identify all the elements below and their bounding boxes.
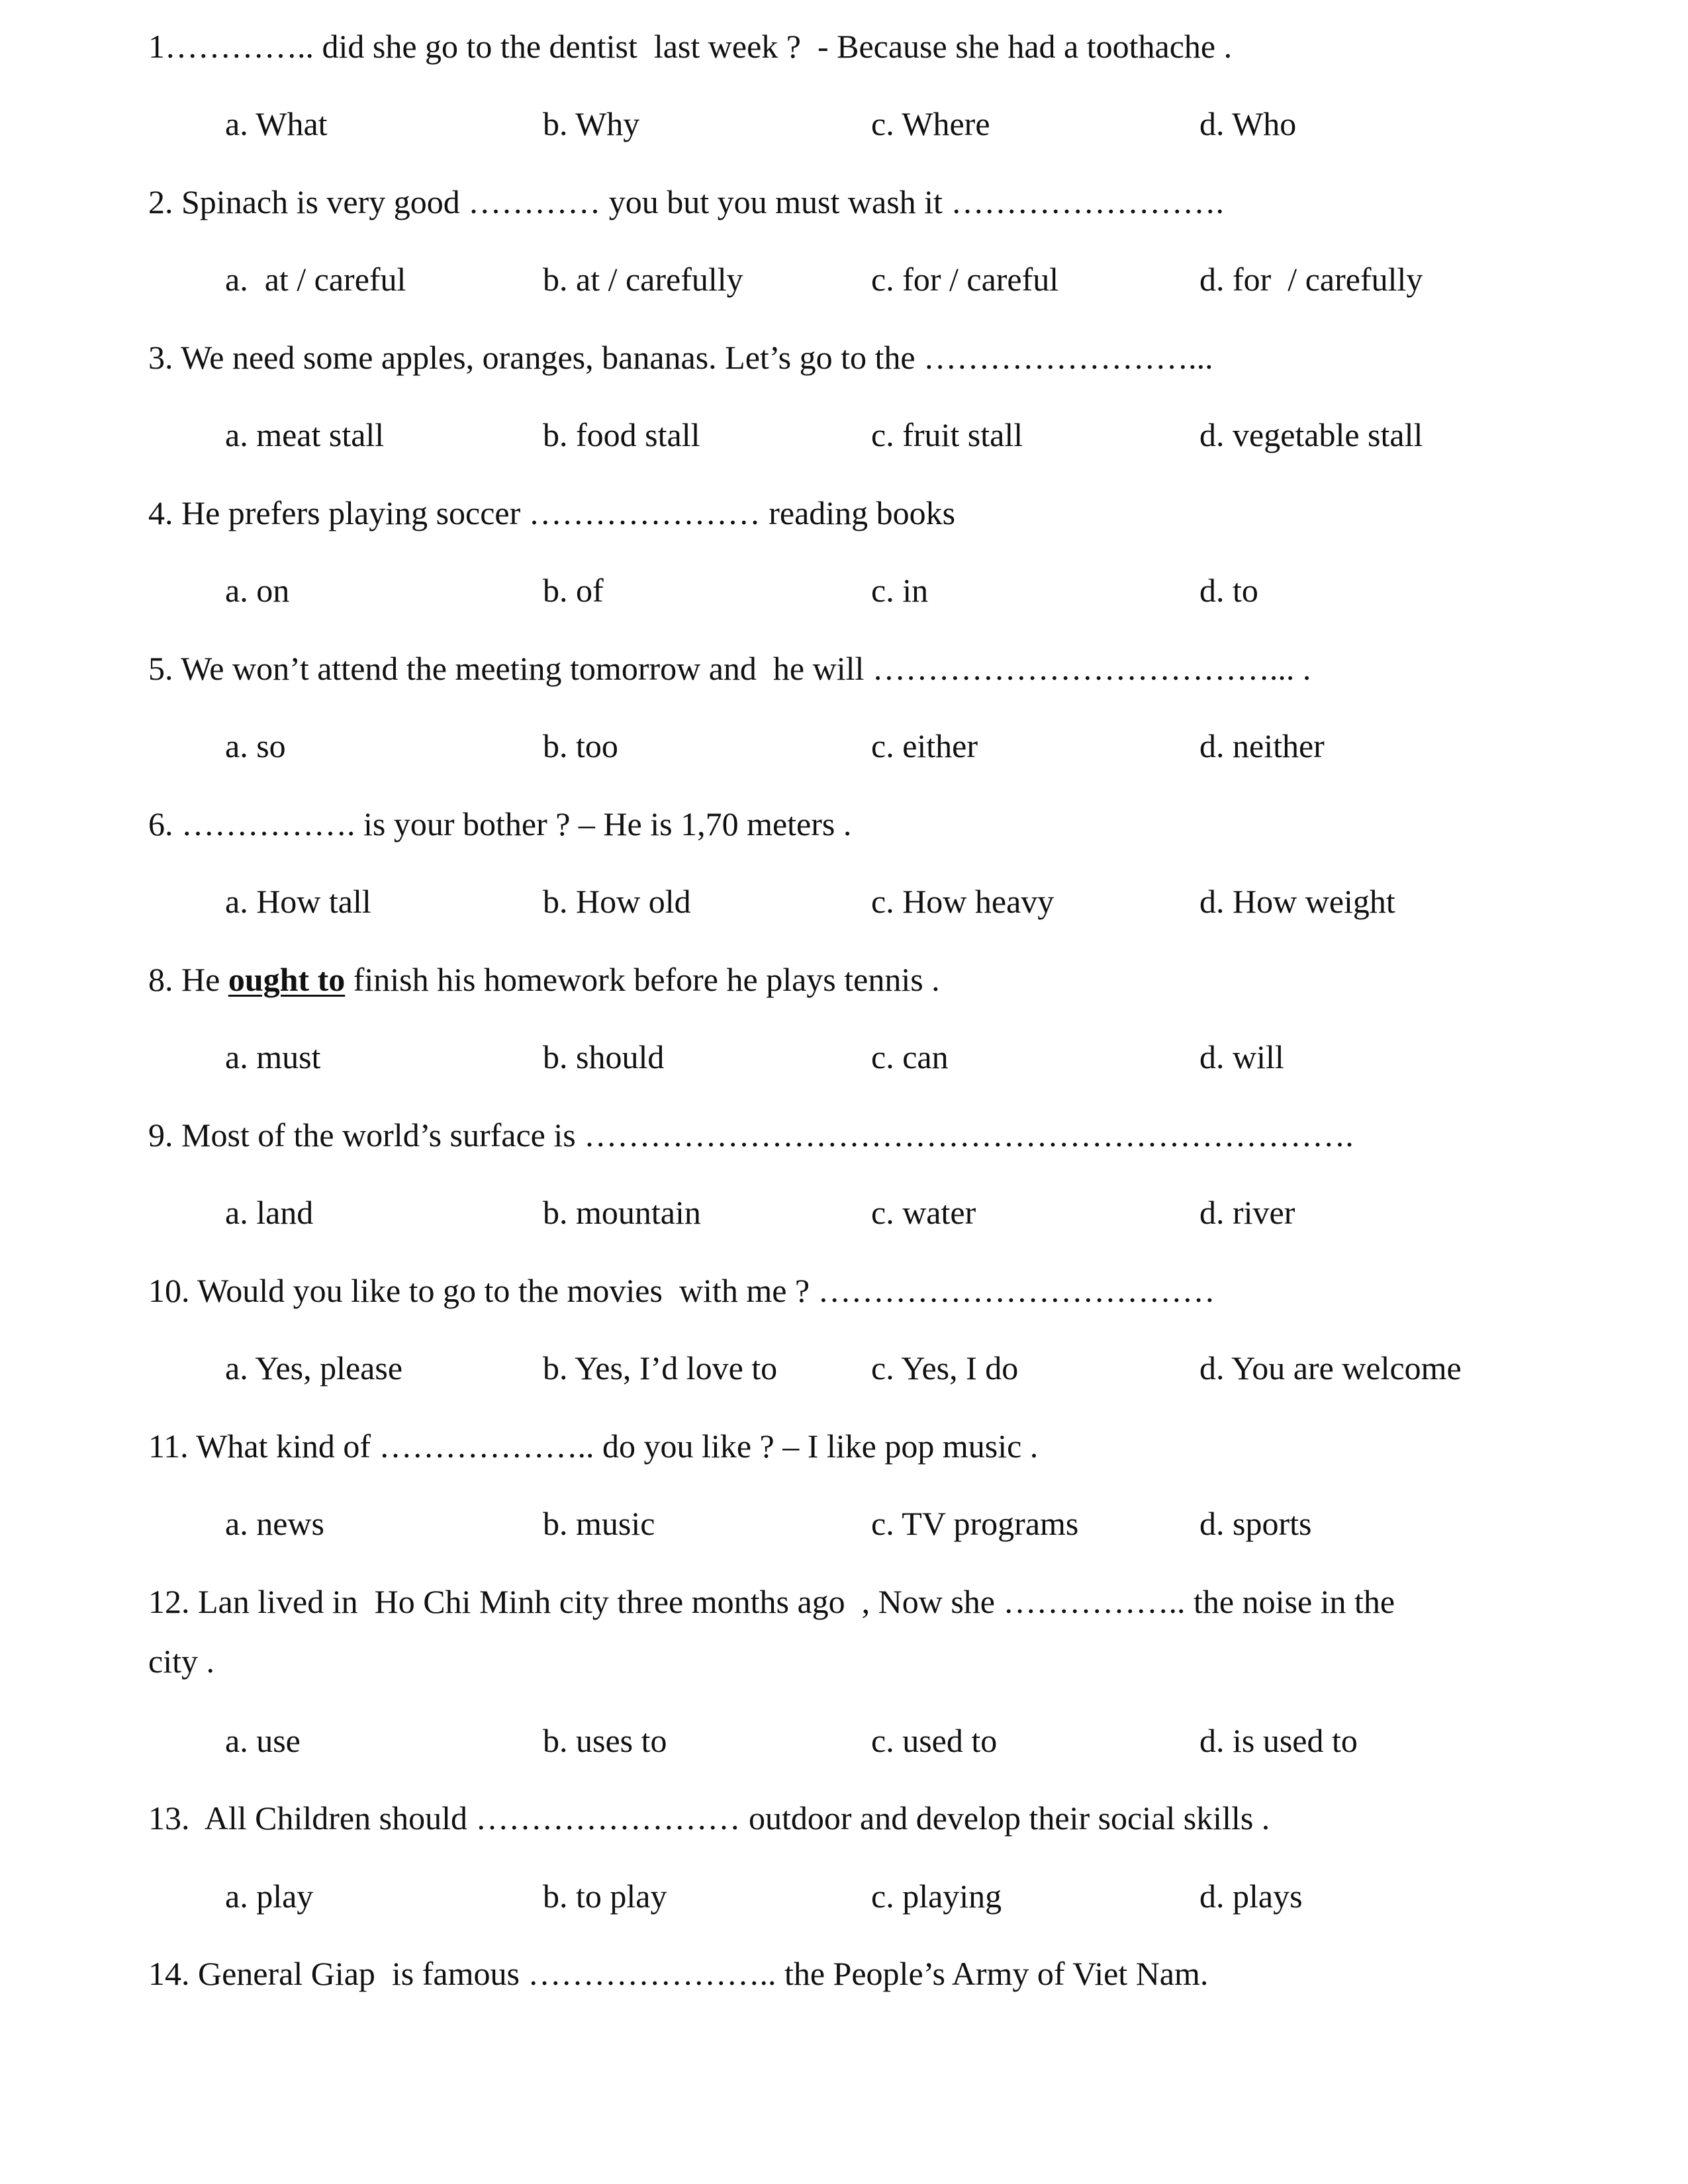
option-b: b. too xyxy=(543,727,618,764)
option-a: a. Yes, please xyxy=(225,1349,403,1387)
option-c: c. TV programs xyxy=(871,1505,1079,1542)
option-b: b. music xyxy=(543,1505,655,1542)
option-c: c. Where xyxy=(871,105,990,142)
option-b: b. of xyxy=(543,572,604,609)
option-d: d. will xyxy=(1199,1038,1284,1075)
option-b: b. to play xyxy=(543,1878,667,1915)
option-b: b. should xyxy=(543,1038,665,1075)
question-stem-continued: city . xyxy=(148,1643,214,1680)
emphasized-phrase: ought to xyxy=(228,961,346,998)
option-a: a. How tall xyxy=(225,883,371,920)
question-14 xyxy=(0,1954,1688,2073)
option-a: a. at / careful xyxy=(225,261,406,298)
option-a: a. must xyxy=(225,1038,321,1075)
option-d: d. for / carefully xyxy=(1199,261,1423,298)
option-b: b. mountain xyxy=(543,1194,701,1231)
question-stem: 14. General Giap is famous ………………….. the People’s Army of Viet Nam. xyxy=(148,1955,1209,1992)
question-stem: 6. ……………. is your bother ? – He is 1,70 meters . xyxy=(148,805,852,842)
question-stem: 2. Spinach is very good ………… you but you must wash it ……………………. xyxy=(148,183,1224,220)
option-b: b. food stall xyxy=(543,416,700,453)
option-c: c. fruit stall xyxy=(871,416,1023,453)
option-b: b. How old xyxy=(543,883,691,920)
option-c: c. can xyxy=(871,1038,949,1075)
option-c: c. either xyxy=(871,727,978,764)
option-a: a. so xyxy=(225,727,286,764)
option-c: c. for / careful xyxy=(871,261,1059,298)
option-b: b. Yes, I’d love to xyxy=(543,1349,778,1387)
option-a: a. on xyxy=(225,572,290,609)
question-stem xyxy=(148,960,940,999)
option-b: b. at / carefully xyxy=(543,261,743,298)
question-stem: 1………….. did she go to the dentist last week ? - Because she had a toothache . xyxy=(148,28,1233,65)
option-c: c. Yes, I do xyxy=(871,1349,1019,1387)
option-d: d. neither xyxy=(1199,727,1325,764)
option-a: a. play xyxy=(225,1878,314,1915)
option-c: c. used to xyxy=(871,1722,998,1759)
option-a: a. land xyxy=(225,1194,314,1231)
stem-before: 8. He xyxy=(148,961,228,998)
option-d: d. is used to xyxy=(1199,1722,1358,1759)
option-c: c. playing xyxy=(871,1878,1002,1915)
option-d: d. river xyxy=(1199,1194,1295,1231)
option-d: d. plays xyxy=(1199,1878,1303,1915)
option-c: c. in xyxy=(871,572,929,609)
question-stem: 12. Lan lived in Ho Chi Minh city three months ago , Now she …………….. the noise in the xyxy=(148,1583,1395,1620)
option-c: c. How heavy xyxy=(871,883,1055,920)
question-stem: 10. Would you like to go to the movies with me ? ……………………………… xyxy=(148,1272,1215,1309)
option-c: c. water xyxy=(871,1194,976,1231)
option-d: d. to xyxy=(1199,572,1258,609)
option-d: d. You are welcome xyxy=(1199,1349,1462,1387)
option-d: d. sports xyxy=(1199,1505,1312,1542)
option-b: b. uses to xyxy=(543,1722,667,1759)
question-stem: 3. We need some apples, oranges, bananas. Let’s go to the ……………………... xyxy=(148,339,1213,376)
option-a: a. use xyxy=(225,1722,301,1759)
option-d: d. How weight xyxy=(1199,883,1395,920)
question-stem: 9. Most of the world’s surface is ……………………………………………………………. xyxy=(148,1116,1354,1154)
option-a: a. What xyxy=(225,105,328,142)
option-d: d. vegetable stall xyxy=(1199,416,1423,453)
question-stem: 5. We won’t attend the meeting tomorrow and he will ………………………………... . xyxy=(148,650,1311,687)
question-stem: 4. He prefers playing soccer ………………… reading books xyxy=(148,494,956,531)
stem-after: finish his homework before he plays tennis . xyxy=(345,961,940,998)
option-a: a. meat stall xyxy=(225,416,385,453)
question-stem: 11. What kind of ……………….. do you like ? – I like pop music . xyxy=(148,1428,1039,1465)
option-d: d. Who xyxy=(1199,105,1297,142)
option-b: b. Why xyxy=(543,105,640,142)
question-stem: 13. All Children should …………………… outdoor and develop their social skills . xyxy=(148,1799,1270,1837)
option-a: a. news xyxy=(225,1505,324,1542)
